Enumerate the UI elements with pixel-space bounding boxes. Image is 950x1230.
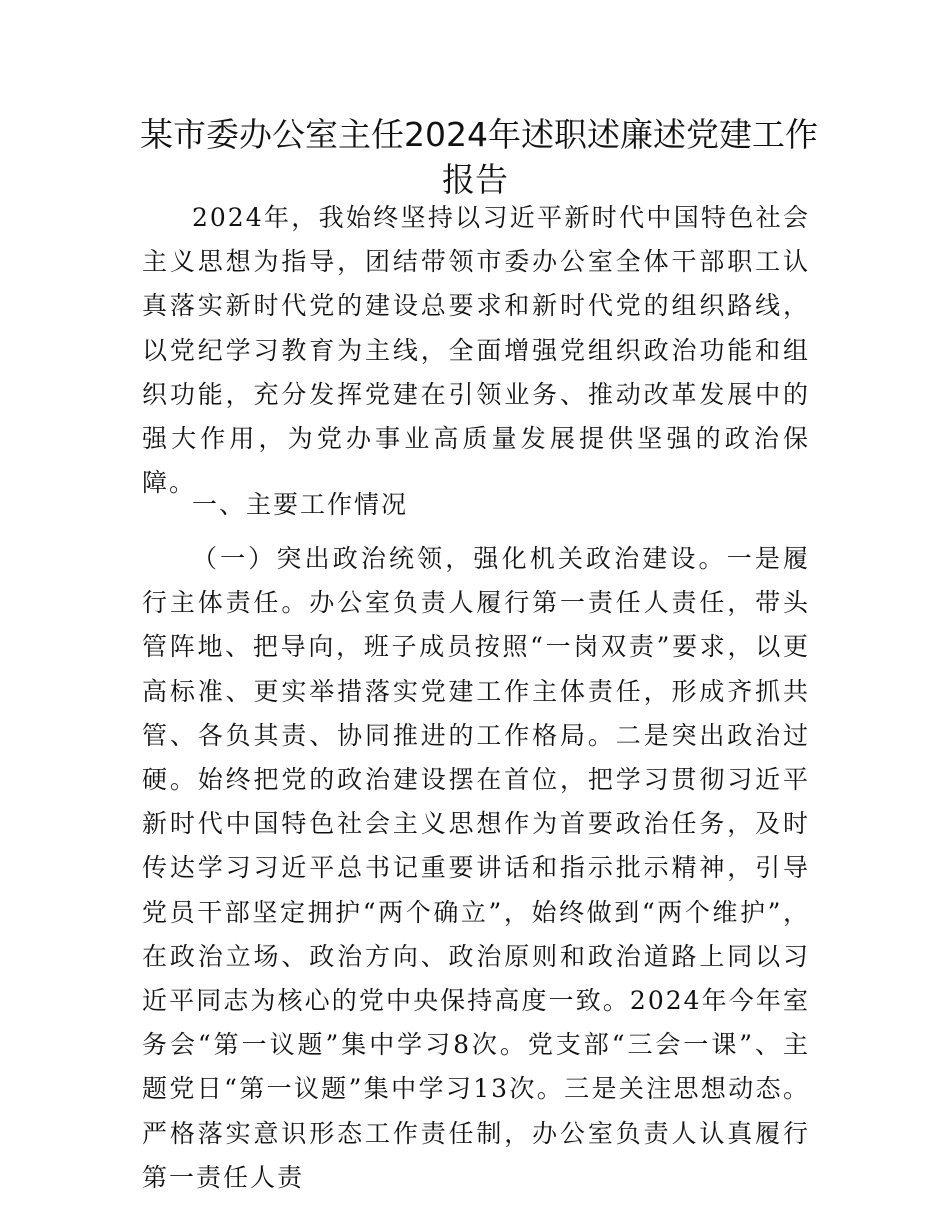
section-paragraph-political-leadership: （一）突出政治统领，强化机关政治建设。一是履行主体责任。办公室负责人履行第一责任人责任，带头管阵地、把导向，班子成员按照“一岗双责”要求，以更高标准、更实举措落实党建工作主体责任，形成齐抓共管、各负其责、协同推进的工作格局。二是突出政治过硬。始终把党的政治建设摆在首位，把学习贯彻习近平新时代中国特色社会主义思想作为首要政治任务，及时传达学习习近平总书记重要讲话和指示批示精神，引导党员干部坚定拥护“两个确立”，始终做到“两个维护”，在政治立场、政治方向、政治原则和政治道路上同以习近平同志为核心的党中央保持高度一致。2024年今年室务会“第一议题”集中学习8次。党支部“三会一课”、主题党日“第一议题”集中学习13次。三是关注思想动态。严格落实意识形态工作责任制，办公室负责人认真履行第一责任人责 [142,544,810,1192]
document-title-line-1: 某市委办公室主任2024年述职述廉述党建工作 [140,115,818,154]
section-heading-main-work: 一、主要工作情况 [192,490,409,519]
document-title-line-2: 报告 [442,160,508,199]
intro-paragraph: 2024年，我始终坚持以习近平新时代中国特色社会主义思想为指导，团结带领市委办公室全体干部职工认真落实新时代党的建设总要求和新时代党的组织路线，以党纪学习教育为主线，全面增强党组织政治功能和组织功能，充分发挥党建在引领业务、推动改革发展中的强大作用，为党办事业高质量发展提供坚强的政治保障。 [142,203,810,498]
